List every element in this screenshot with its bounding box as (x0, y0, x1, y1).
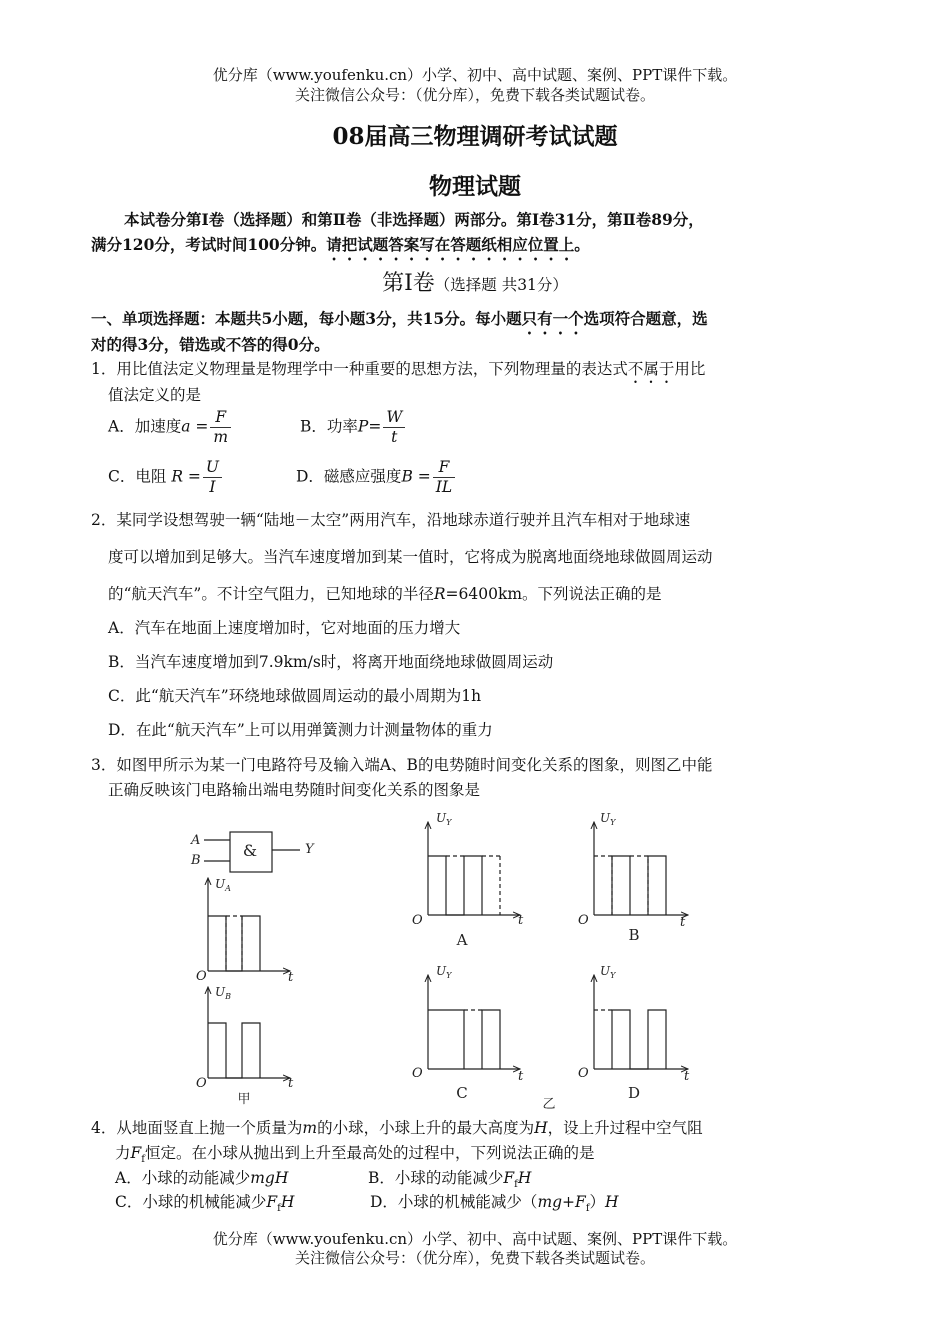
opt-d-origin: O (578, 1066, 589, 1081)
q4-force-var: F (130, 1144, 142, 1162)
q2-option-a: A．汽车在地面上速度增加时，它对地面的压力增大 (108, 619, 461, 637)
q1-emphasis: 不属于 (627, 360, 675, 378)
ua-waveform (208, 916, 260, 971)
opt-a-axis-label: $U_Y$ (436, 811, 452, 827)
opt-c-t-label: t (518, 1069, 524, 1084)
opt-b-origin: O (578, 913, 589, 928)
q2-stem-1: 2．某同学设想驾驶一辆“陆地－太空”两用汽车，沿地球赤道行驶并且汽车相对于地球速 (91, 511, 691, 529)
q2-option-c: C．此“航天汽车”环绕地球做圆周运动的最小周期为1h (108, 687, 482, 705)
ub-origin: O (196, 1076, 207, 1091)
q1-stem-a: 1．用比值法定义物理量是物理学中一种重要的思想方法，下列物理量的表达式 (91, 360, 628, 378)
opt-a-label: A (456, 931, 468, 949)
q4-stem-c: 的小球，小球上升的最大高度为 (317, 1119, 535, 1137)
gate-output-label: Y (305, 842, 314, 857)
q4-d-text: D．小球的机械能减少（ (370, 1193, 538, 1211)
q4-option-c (115, 1190, 294, 1214)
opt-d-t-label: t (684, 1069, 690, 1084)
q3-stem-2: 正确反映该门电路输出端电势随时间变化关系的图象是 (108, 781, 481, 799)
q1-b-label: B．功率 (300, 417, 358, 436)
header-line-1: 优分库（www.youfenku.cn）小学、初中、高中试题、案例、PPT课件下载。 (212, 66, 738, 84)
opt-c-label: C (456, 1084, 468, 1102)
opt-b-waveform-1 (612, 856, 630, 915)
opt-a-t-label: t (518, 913, 524, 928)
q1-d-label: D．磁感应强度 (296, 467, 402, 486)
opt-d-waveform (612, 1010, 666, 1069)
q4-stem2-a: 力 (115, 1144, 131, 1162)
gate-input-b-label: B (191, 853, 201, 868)
q1-c-label: C．电阻 (108, 467, 167, 486)
fig-yi-label: 乙 (542, 1097, 556, 1112)
page-title: 08届高三物理调研考试试题 (332, 123, 618, 150)
gate-symbol: & (242, 841, 258, 860)
q2-radius-var: R (433, 585, 446, 603)
opt-b-t-label: t (680, 915, 686, 930)
ub-axis-label: $U_B$ (215, 985, 232, 1001)
q4-option-a (115, 1166, 288, 1188)
q1-option-c: C．电阻 R = $\frac{U}{I}$ (108, 458, 224, 497)
opt-a-waveform (428, 856, 482, 915)
q4-d-paren: ） (589, 1193, 606, 1211)
q4-b-text: B．小球的动能减少 (368, 1169, 504, 1187)
gate-input-a-label: A (191, 833, 201, 848)
q4-stem-1 (91, 1116, 703, 1138)
q2-stem-3c: =6400km。下列说法正确的是 (445, 585, 662, 603)
q2-option-b: B．当汽车速度增加到7.9km/s时，将离开地面绕地球做圆周运动 (108, 653, 554, 671)
section-title: 第Ⅰ卷 (382, 271, 435, 296)
opt-d-axis-label: $U_Y$ (600, 964, 616, 980)
intro-emphasis: 请把试题答案写在答题纸相应位置上 (326, 235, 575, 254)
q4-c-sub: f (277, 1203, 281, 1215)
opt-c-waveform-1 (428, 1010, 464, 1069)
q1-a-var: a (181, 417, 191, 436)
ua-origin: O (196, 969, 207, 984)
q4-stem-a: 4．从地面竖直上抛一个质量为 (91, 1119, 303, 1137)
q4-d-h: H (605, 1193, 619, 1211)
q4-mass-var: m (302, 1119, 318, 1137)
ub-t-label: t (288, 1076, 294, 1091)
q1-d-var: B (401, 467, 413, 486)
q1-stem-2: 值法定义的是 (108, 386, 202, 404)
ua-axis-label: $U_A$ (215, 877, 231, 893)
q1-d-fraction: $\frac{F}{IL}$ (433, 458, 455, 497)
header-line-2: 关注微信公众号：（优分库），免费下载各类试题试卷。 (294, 86, 655, 104)
q4-b-sub: f (514, 1179, 518, 1191)
opt-c-waveform-2 (482, 1010, 500, 1069)
part1-text-c: 选项符合题意，选 (583, 309, 708, 328)
q1-c-var: R (171, 467, 183, 486)
ua-t-label: t (288, 970, 294, 985)
q4-stem2-d: 恒定。在小球从抛出到上升至最高处的过程中，下列说法正确的是 (144, 1144, 595, 1162)
q4-d-sub: f (585, 1203, 590, 1215)
footer-line-2: 关注微信公众号：（优分库），免费下载各类试题试卷。 (294, 1249, 655, 1267)
opt-c-axis-label: $U_Y$ (436, 964, 452, 980)
fig-jia-label: 甲 (237, 1092, 251, 1107)
q1-a-label: A．加速度 (108, 417, 182, 436)
q4-a-expr: mgH (250, 1169, 289, 1187)
ub-waveform (208, 1023, 260, 1078)
q4-stem-2 (115, 1141, 595, 1165)
q4-force-sub: f (141, 1154, 145, 1166)
q2-stem-2: 度可以增加到足够大。当汽车速度增加到某一值时，它将成为脱离地面绕地球做圆周运动 (108, 548, 713, 566)
intro-line-2c: 。 (574, 235, 590, 254)
q1-a-fraction: $\frac{F}{m}$ (210, 408, 231, 447)
q1-option-d: D．磁感应强度B = $\frac{F}{IL}$ (296, 458, 457, 497)
opt-b-waveform-2 (648, 856, 666, 915)
footer-line-1: 优分库（www.youfenku.cn）小学、初中、高中试题、案例、PPT课件下载。 (212, 1230, 738, 1248)
opt-b-label: B (628, 926, 640, 944)
q4-b-var: F (503, 1169, 515, 1187)
part1-line-2: 对的得3分，错选或不答的得0分。 (91, 335, 330, 354)
section-note: （选择题 共31分） (434, 276, 568, 294)
q1-option-a: A．加速度a = $\frac{F}{m}$ (108, 408, 233, 447)
intro-line-2a: 满分120分，考试时间100分钟。 (91, 235, 327, 254)
opt-c-origin: O (412, 1066, 423, 1081)
q4-b-h: H (517, 1169, 532, 1187)
q1-b-fraction: $\frac{W}{t}$ (383, 408, 405, 447)
q3-stem-1: 3．如图甲所示为某一门电路符号及输入端A、B的电势随时间变化关系的图象，则图乙中能 (91, 756, 713, 774)
opt-b-axis-label: $U_Y$ (600, 811, 616, 827)
q1-b-var: P (357, 417, 369, 436)
part1-text-a: 一、单项选择题：本题共5小题，每小题3分，共15分。每小题 (91, 309, 522, 328)
q4-a-text: A．小球的动能减少 (115, 1169, 251, 1187)
q4-c-var: F (266, 1193, 278, 1211)
q4-c-h: H (280, 1193, 295, 1211)
q1-option-b: B．功率P= $\frac{W}{t}$ (300, 408, 407, 447)
q1-stem-c: 用比 (674, 360, 706, 378)
q4-stem-e: ，设上升过程中空气阻 (547, 1119, 703, 1137)
q4-d-expr: mg+F (537, 1193, 586, 1211)
q4-option-d (370, 1190, 619, 1214)
intro-line-1: 本试卷分第Ⅰ卷（选择题）和第Ⅱ卷（非选择题）两部分。第Ⅰ卷31分，第Ⅱ卷89分， (124, 210, 704, 229)
q4-option-b (368, 1166, 531, 1190)
part1-emphasis: 只有一个 (521, 309, 584, 328)
q4-height-var: H (534, 1119, 548, 1137)
q2-stem-3a: 的“航天汽车”。不计空气阻力，已知地球的半径 (108, 585, 434, 603)
q1-c-fraction: $\frac{U}{I}$ (203, 458, 222, 497)
q2-option-d: D．在此“航天汽车”上可以用弹簧测力计测量物体的重力 (108, 721, 493, 739)
opt-d-label: D (627, 1084, 641, 1102)
page-subtitle: 物理试题 (429, 173, 521, 200)
opt-a-origin: O (412, 913, 423, 928)
q4-c-text: C．小球的机械能减少 (115, 1193, 267, 1211)
